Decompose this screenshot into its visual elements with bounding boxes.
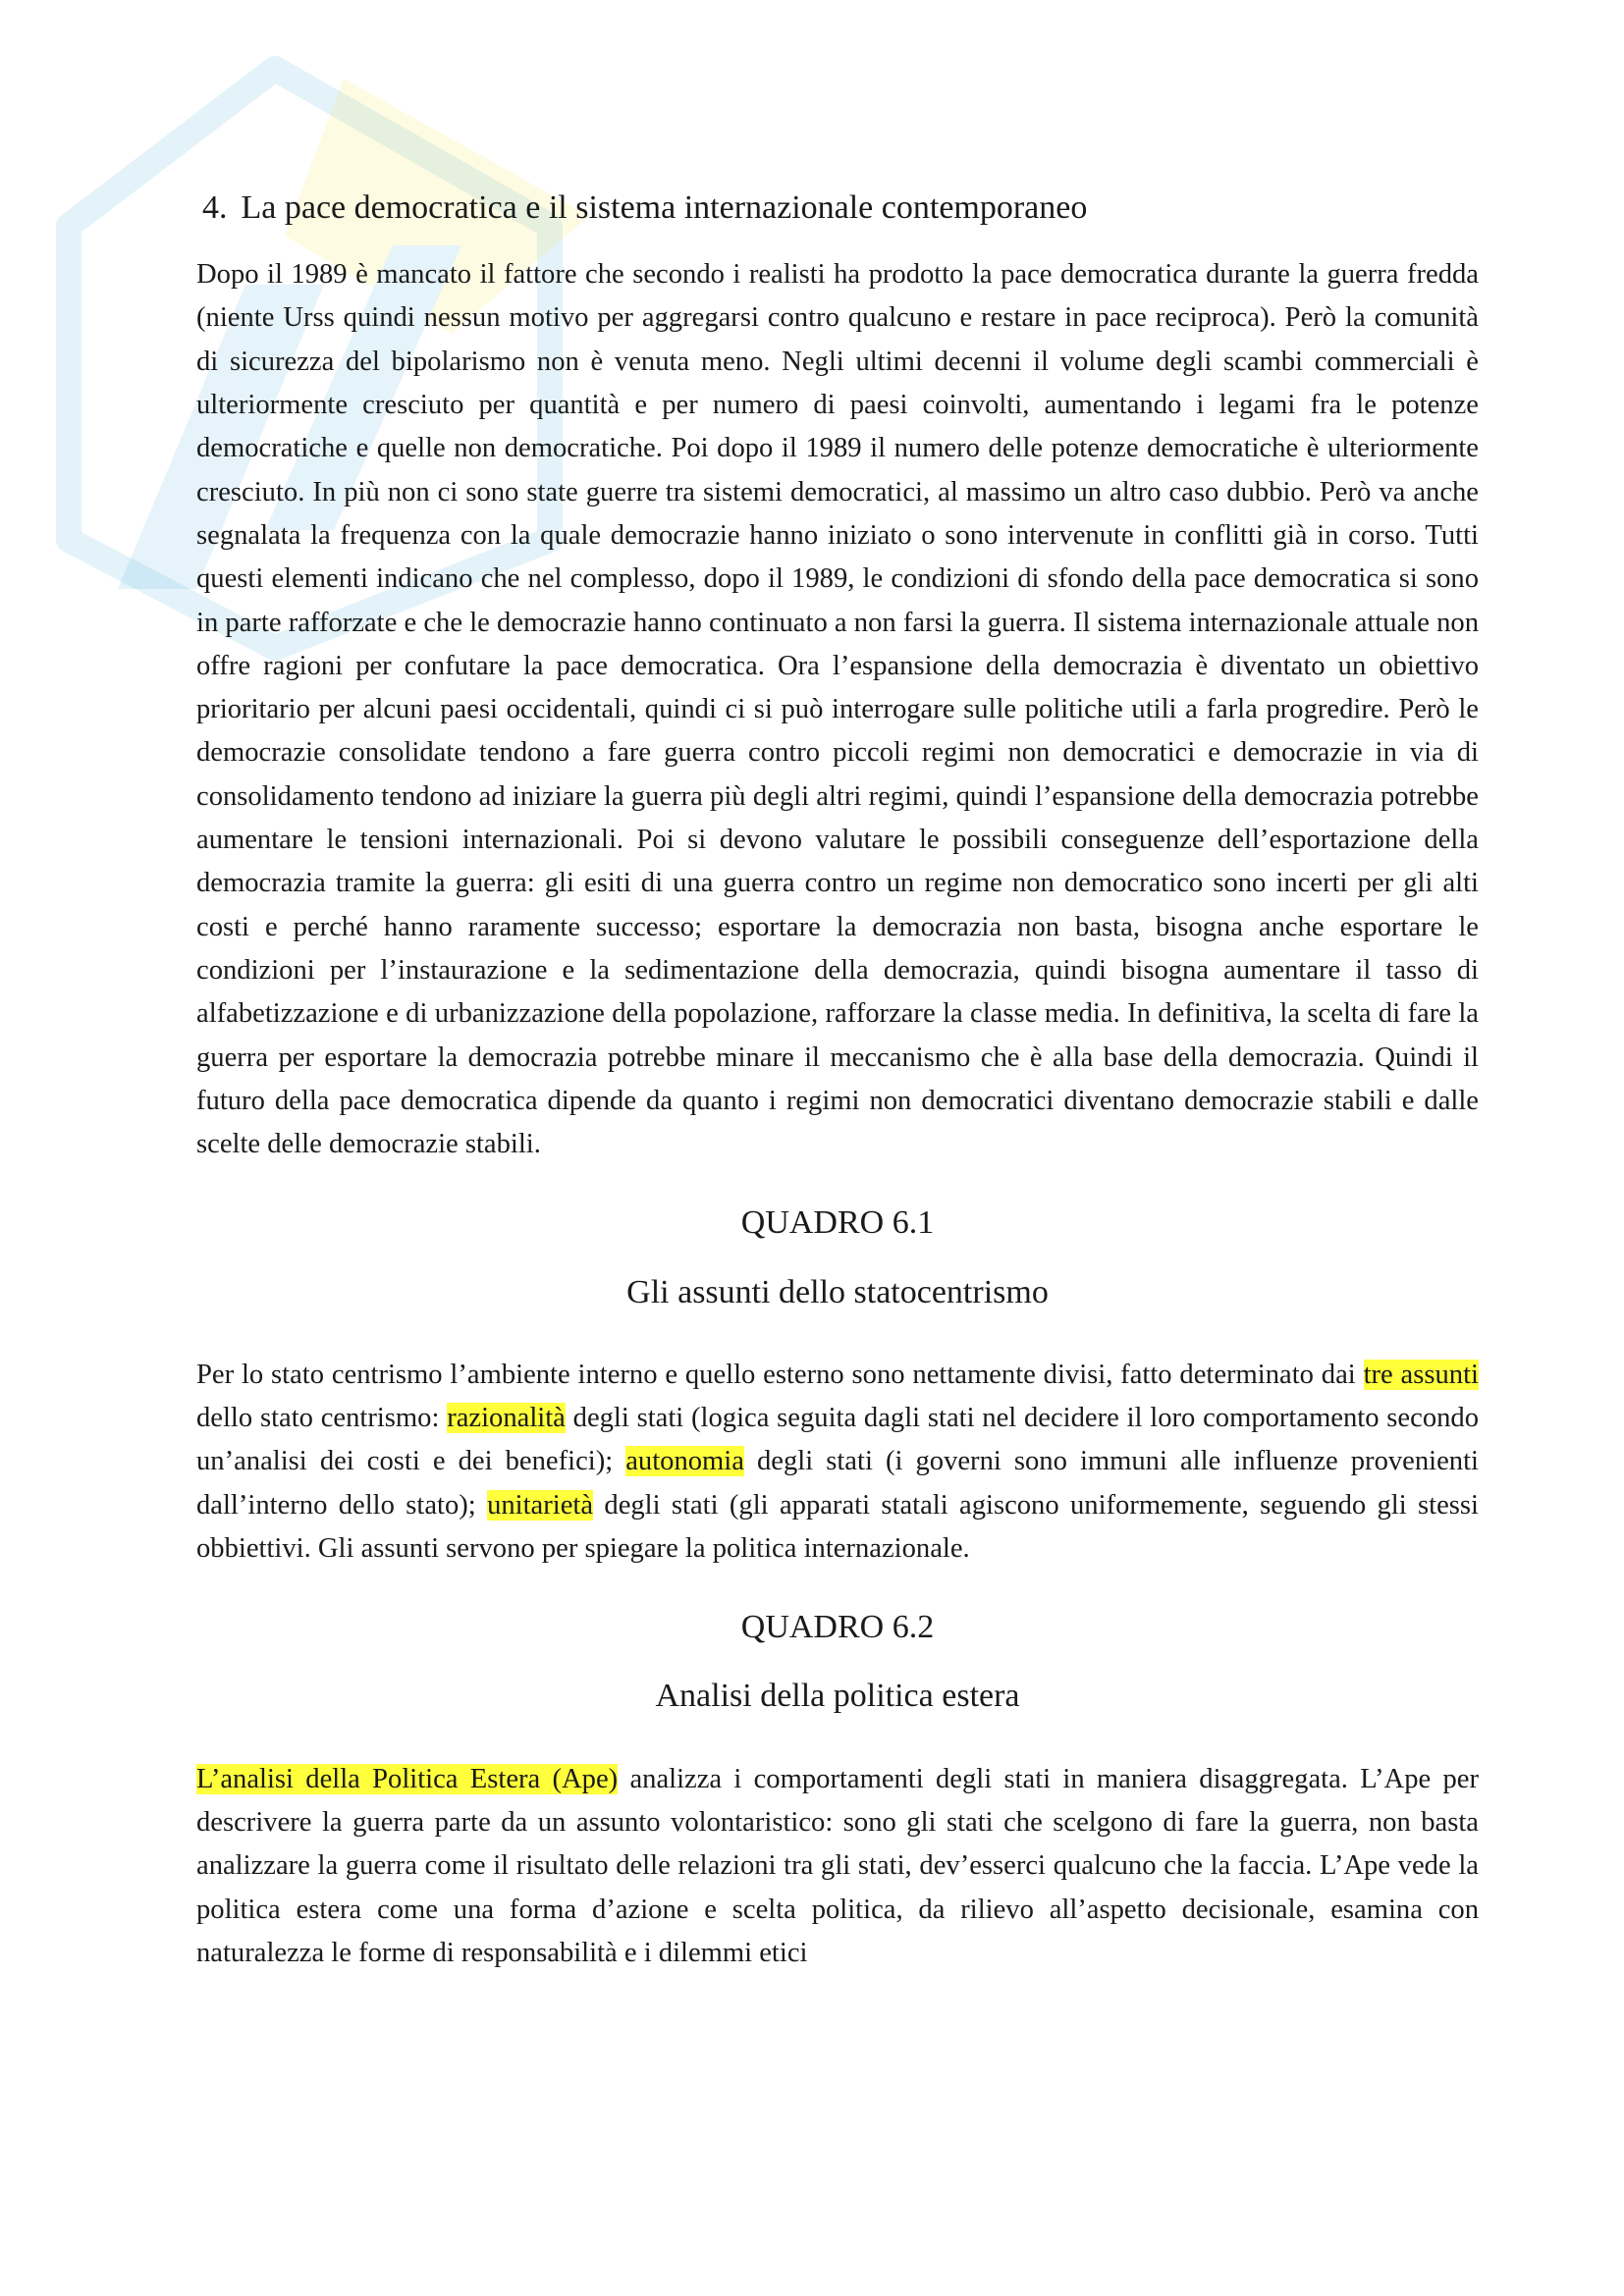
box2-subtitle: Analisi della politica estera	[655, 1678, 1020, 1715]
box1-text-5: degli stati (gli apparati statali agiscono uniformemente, seguendo gli stessi obbiettivi. Gli assunti servono per spiegare la politica internazionale.	[196, 1489, 1479, 1564]
section-title: La pace democratica e il sistema internazionale contemporaneo	[241, 189, 1088, 226]
box1-text-4: degli stati (i governi sono immuni alle influenze provenienti dall’interno dello stato);	[196, 1446, 1479, 1521]
box2-text-1: analizza i comportamenti degli stati in maniera disaggregata. L’Ape per descrivere la guerra parte da un assunto volontaristico: sono gli stati che scelgono di fare la guerra, non basta analizzare la guerra come il risultato delle relazioni tra gli stati, dev’esserci qualcuno che la faccia. L’Ape vede la politica estera come una forma d’azione e scelta politica, da rilievo all’aspetto decisionale, esamina con naturalezza le forme di responsabilità e i dilemmi etici	[196, 1763, 1479, 1968]
box1-title: QUADRO 6.1	[740, 1204, 935, 1242]
section-number: 4.	[202, 189, 228, 226]
highlight-ape: L’analisi della Politica Estera (Ape)	[196, 1763, 619, 1794]
section-paragraph: Dopo il 1989 è mancato il fattore che secondo i realisti ha prodotto la pace democratica durante la guerra fredda (niente Urss quindi nessun motivo per aggregarsi contro qualcuno e restare in pace reciproca). Però la comunità di sicurezza del bipolarismo non è venuta meno. Negli ultimi decenni il volume degli scambi commerciali è ulteriormente cresciuto per quantità e per numero di paesi coinvolti, aumentando i legami fra le potenze democratiche e quelle non democratiche. Poi dopo il 1989 il numero delle potenze democratiche è ulteriormente cresciuto. In più non ci sono state guerre tra sistemi democratici, al massimo un altro caso dubbio. Però va anche segnalata la frequenza con la quale democrazie hanno iniziato o sono intervenute in conflitti già in corso. Tutti questi elementi indicano che nel complesso, dopo il 1989, le condizioni di sfondo della pace democratica si sono in parte rafforzate e che le democrazie hanno continuato a non farsi la guerra. Il sistema internazionale attuale non offre ragioni per confutare la pace democratica. Ora l’espansione della democrazia è diventato un obiettivo prioritario per alcuni paesi occidentali, quindi ci si può interrogare sulle politiche utili a farla progredire. Però le democrazie consolidate tendono a fare guerra contro piccoli regimi non democratici e democrazie in via di consolidamento tendono ad iniziare la guerra più degli altri regimi, quindi l’espansione della democrazia potrebbe aumentare le tensioni internazionali. Poi si devono valutare le possibili conseguenze dell’esportazione della democrazia tramite la guerra: gli esiti di una guerra contro un regime non democratico sono incerti per gli alti costi e perché hanno raramente successo; esportare la democrazia non basta, bisogna anche esportare le condizioni per l’instaurazione e la sedimentazione della democrazia, quindi bisogna aumentare il tasso di alfabetizzazione e di urbanizzazione della popolazione, rafforzare la classe media. In definitiva, la scelta di fare la guerra per esportare la democrazia potrebbe minare il meccanismo che è alla base della democrazia. Quindi il futuro della pace democratica dipende da quanto i regimi non democratici diventano democrazie stabili e dalle scelte delle democrazie stabili.	[196, 259, 1479, 1160]
box2-paragraph	[196, 1758, 1479, 1975]
box2-title: QUADRO 6.2	[740, 1609, 935, 1646]
box1-paragraph	[196, 1354, 1479, 1571]
box1-text-3: degli stati (logica seguita dagli stati nel decidere il loro comportamento secondo un’analisi dei costi e dei benefici);	[196, 1403, 1480, 1477]
box1-text-1: Per lo stato centrismo l’ambiente interno e quello esterno sono nettamente divisi, fatto determinato dai	[196, 1359, 1364, 1390]
box1-text-2: dello stato centrismo:	[196, 1403, 448, 1434]
highlight-tre-assunti: tre assunti	[1363, 1359, 1479, 1390]
box1-subtitle: Gli assunti dello statocentrismo	[626, 1273, 1049, 1310]
highlight-autonomia: autonomia	[625, 1446, 744, 1477]
document-page	[196, 187, 1479, 1975]
highlight-unitarieta: unitarietà	[487, 1489, 594, 1521]
section-heading	[196, 187, 1479, 230]
highlight-razionalita: razionalità	[447, 1403, 566, 1434]
